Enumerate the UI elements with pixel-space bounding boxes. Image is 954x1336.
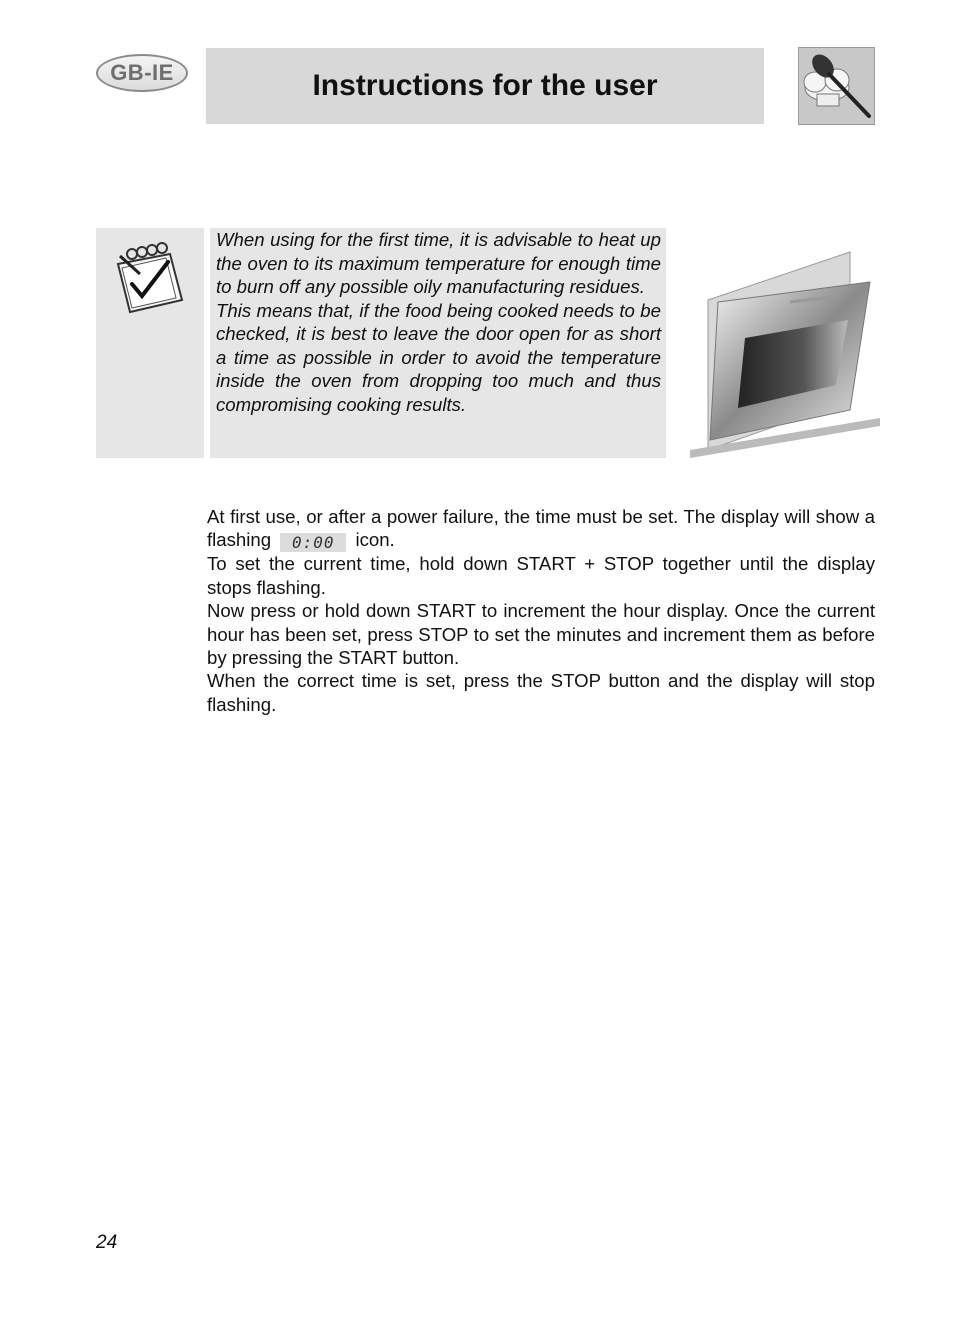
note-panel (210, 228, 666, 458)
time-setting-instructions (207, 505, 875, 716)
page-title-bar (206, 48, 764, 124)
page-title: Instructions for the user (312, 69, 658, 102)
instruction-paragraph-4: When the correct time is set, press the STOP button and the display will stop flashing. (207, 670, 875, 715)
instruction-text-1b: icon. (355, 529, 395, 551)
instruction-text-1a: At first use, or after a power failure, the time must be set. The display will show a flashing (207, 506, 875, 551)
oven-open-door-icon (690, 250, 880, 460)
language-badge (96, 54, 188, 92)
chef-hat-spoon-icon (798, 47, 875, 125)
note-text (216, 228, 661, 416)
instruction-paragraph-1 (207, 505, 875, 552)
note-icon-panel (96, 228, 204, 458)
page-number: 24 (96, 1232, 118, 1253)
notepad-checkmark-icon (96, 228, 204, 328)
clock-display-icon: 0:00 (280, 533, 346, 552)
note-paragraph-2: This means that, if the food being cooked needs to be checked, it is best to leave the door open for as short a time as possible in order to avoid the temperature inside the oven from dropping too much and thus compromising cooking results. (216, 299, 661, 415)
language-badge-label: GB-IE (110, 60, 174, 85)
note-paragraph-1: When using for the first time, it is advisable to heat up the oven to its maximum temperature for enough time to burn off any possible oily manufacturing residues. (216, 229, 661, 297)
instruction-paragraph-3: Now press or hold down START to increment the hour display. Once the current hour has been set, press STOP to set the minutes and increment them as before by pressing the START button. (207, 600, 875, 669)
instruction-paragraph-2: To set the current time, hold down START + STOP together until the display stops flashing. (207, 553, 875, 598)
